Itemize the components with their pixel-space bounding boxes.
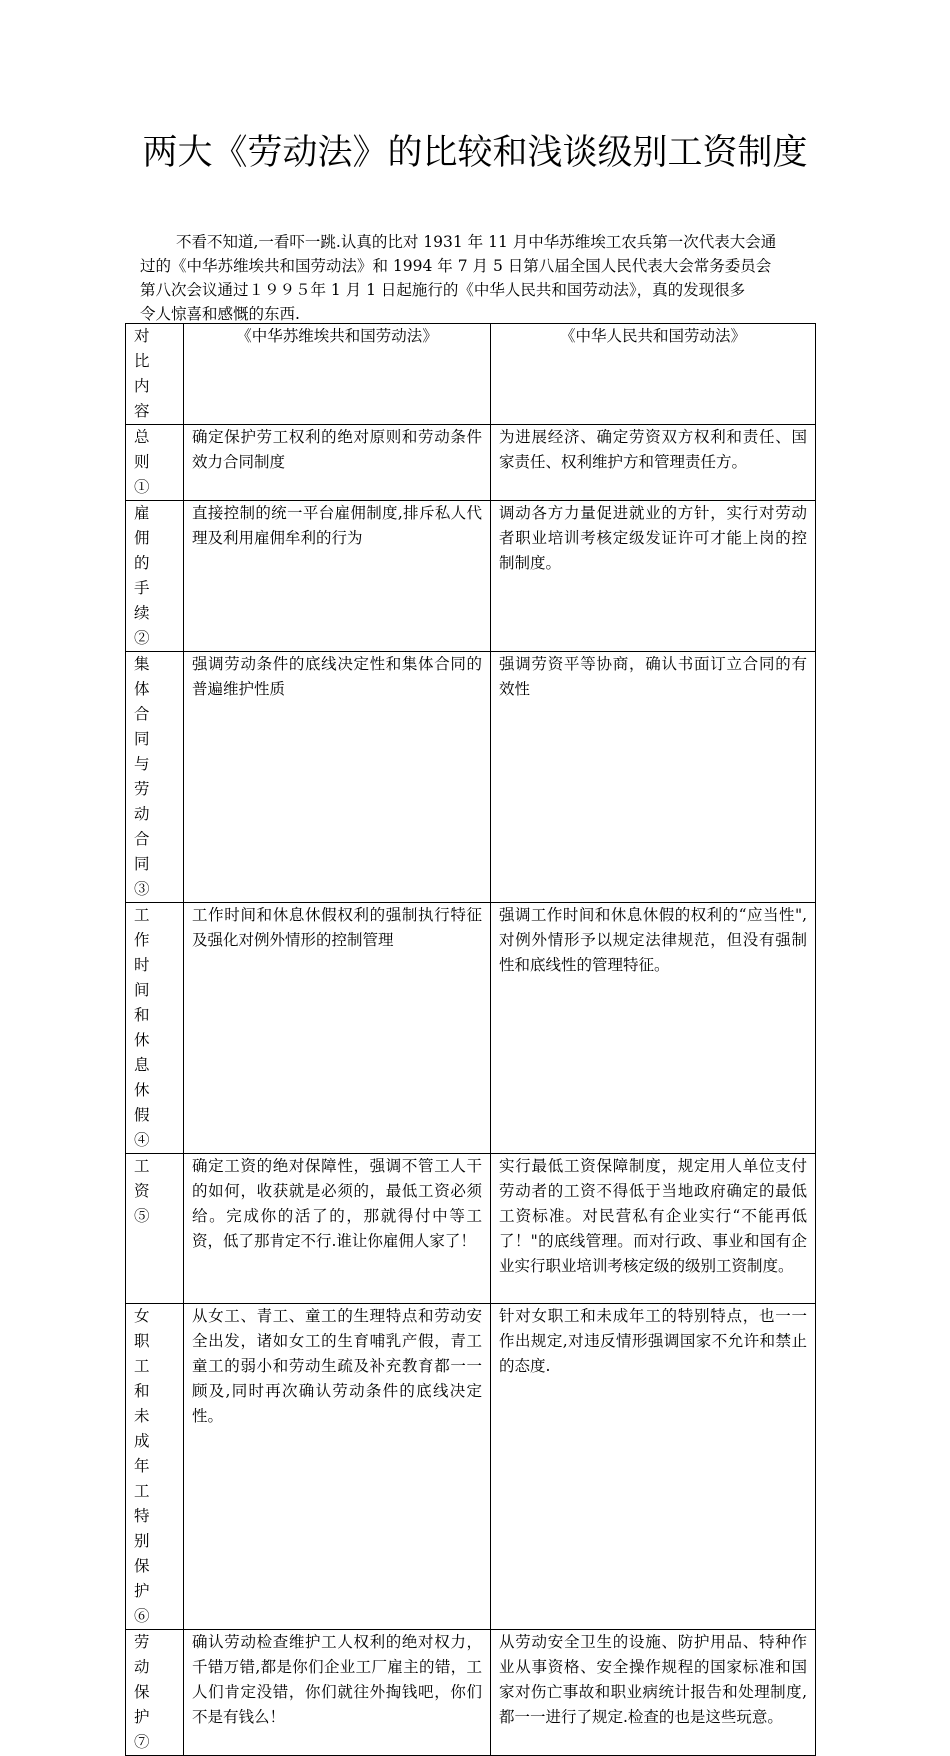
intro-line: 不看不知道,一看吓一跳.认真的比对 1931 年 11 月中华苏维埃工农兵第一次代表大会通 [176,233,777,251]
table-row [126,501,816,652]
soviet-cell: 确认劳动检查维护工人权利的绝对权力，千错万错,都是你们企业工厂雇主的错，工人们肯定没错，你们就往外掏钱吧，你们不是有钱么！ [184,1630,491,1756]
header-soviet-law: 《中华苏维埃共和国劳动法》 [184,324,491,425]
header-prc-law: 《中华人民共和国劳动法》 [491,324,816,425]
row-label: 女职工和未成年工特别保护⑥ [126,1304,184,1630]
prc-cell: 实行最低工资保障制度，规定用人单位支付劳动者的工资不得低于当地政府确定的最低工资标准。对民营私有企业实行“不能再低了！"的底线管理。而对行政、事业和国有企业实行职业培训考核定级的级别工资制度。 [491,1154,816,1304]
table-row [126,1154,816,1304]
prc-cell: 强调劳资平等协商，确认书面订立合同的有效性 [491,652,816,903]
row-label: 集体合同与劳动合同③ [126,652,184,903]
table-row [126,903,816,1154]
soviet-cell: 确定保护劳工权利的绝对原则和劳动条件效力合同制度 [184,425,491,501]
row-label: 工资⑤ [126,1154,184,1304]
table-row [126,1630,816,1756]
table-row [126,1304,816,1630]
soviet-cell: 确定工资的绝对保障性，强调不管工人干的如何，收获就是必须的，最低工资必须给。完成你的活了的，那就得付中等工资，低了那肯定不行.谁让你雇佣人家了！ [184,1154,491,1304]
soviet-cell: 从女工、青工、童工的生理特点和劳动安全出发，诸如女工的生育哺乳产假，青工童工的弱小和劳动生疏及补充教育都一一顾及,同时再次确认劳动条件的底线决定性。 [184,1304,491,1630]
soviet-cell: 直接控制的统一平台雇佣制度,排斥私人代理及利用雇佣牟利的行为 [184,501,491,652]
prc-cell: 强调工作时间和休息休假的权利的“应当性",对例外情形予以规定法律规范，但没有强制性和底线性的管理特征。 [491,903,816,1154]
prc-cell: 针对女职工和未成年工的特别特点，也一一作出规定,对违反情形强调国家不允许和禁止的态度. [491,1304,816,1630]
prc-cell: 为进展经济、确定劳资双方权利和责任、国家责任、权利维护方和管理责任方。 [491,425,816,501]
intro-line: 令人惊喜和感慨的东西. [140,305,300,323]
soviet-cell: 工作时间和休息休假权利的强制执行特征及强化对例外情形的控制管理 [184,903,491,1154]
intro-line: 过的《中华苏维埃共和国劳动法》和 1994 年 7 月 5 日第八届全国人民代表大会常务委员会 [140,257,772,275]
row-label: 总则① [126,425,184,501]
table-row [126,425,816,501]
prc-cell: 从劳动安全卫生的设施、防护用品、特种作业从事资格、安全操作规程的国家标准和国家对伤亡事故和职业病统计报告和处理制度,都一一进行了规定.检查的也是这些玩意。 [491,1630,816,1756]
row-label: 工作时间和休息休假④ [126,903,184,1154]
row-label: 劳动保护⑦ [126,1630,184,1756]
prc-cell: 调动各方力量促进就业的方针，实行对劳动者职业培训考核定级发证许可才能上岗的控制制度。 [491,501,816,652]
table-header-row [126,324,816,425]
document-title: 两大《劳动法》的比较和浅谈级别工资制度 [142,133,808,173]
header-compare-content: 对比内容 [126,324,184,425]
row-label: 雇佣的手续② [126,501,184,652]
table-row [126,652,816,903]
intro-paragraph [140,230,810,326]
intro-line: 第八次会议通过１９９５年 1 月 1 日起施行的《中华人民共和国劳动法》，真的发现很多 [140,281,746,299]
soviet-cell: 强调劳动条件的底线决定性和集体合同的普遍维护性质 [184,652,491,903]
comparison-table [125,323,816,1756]
